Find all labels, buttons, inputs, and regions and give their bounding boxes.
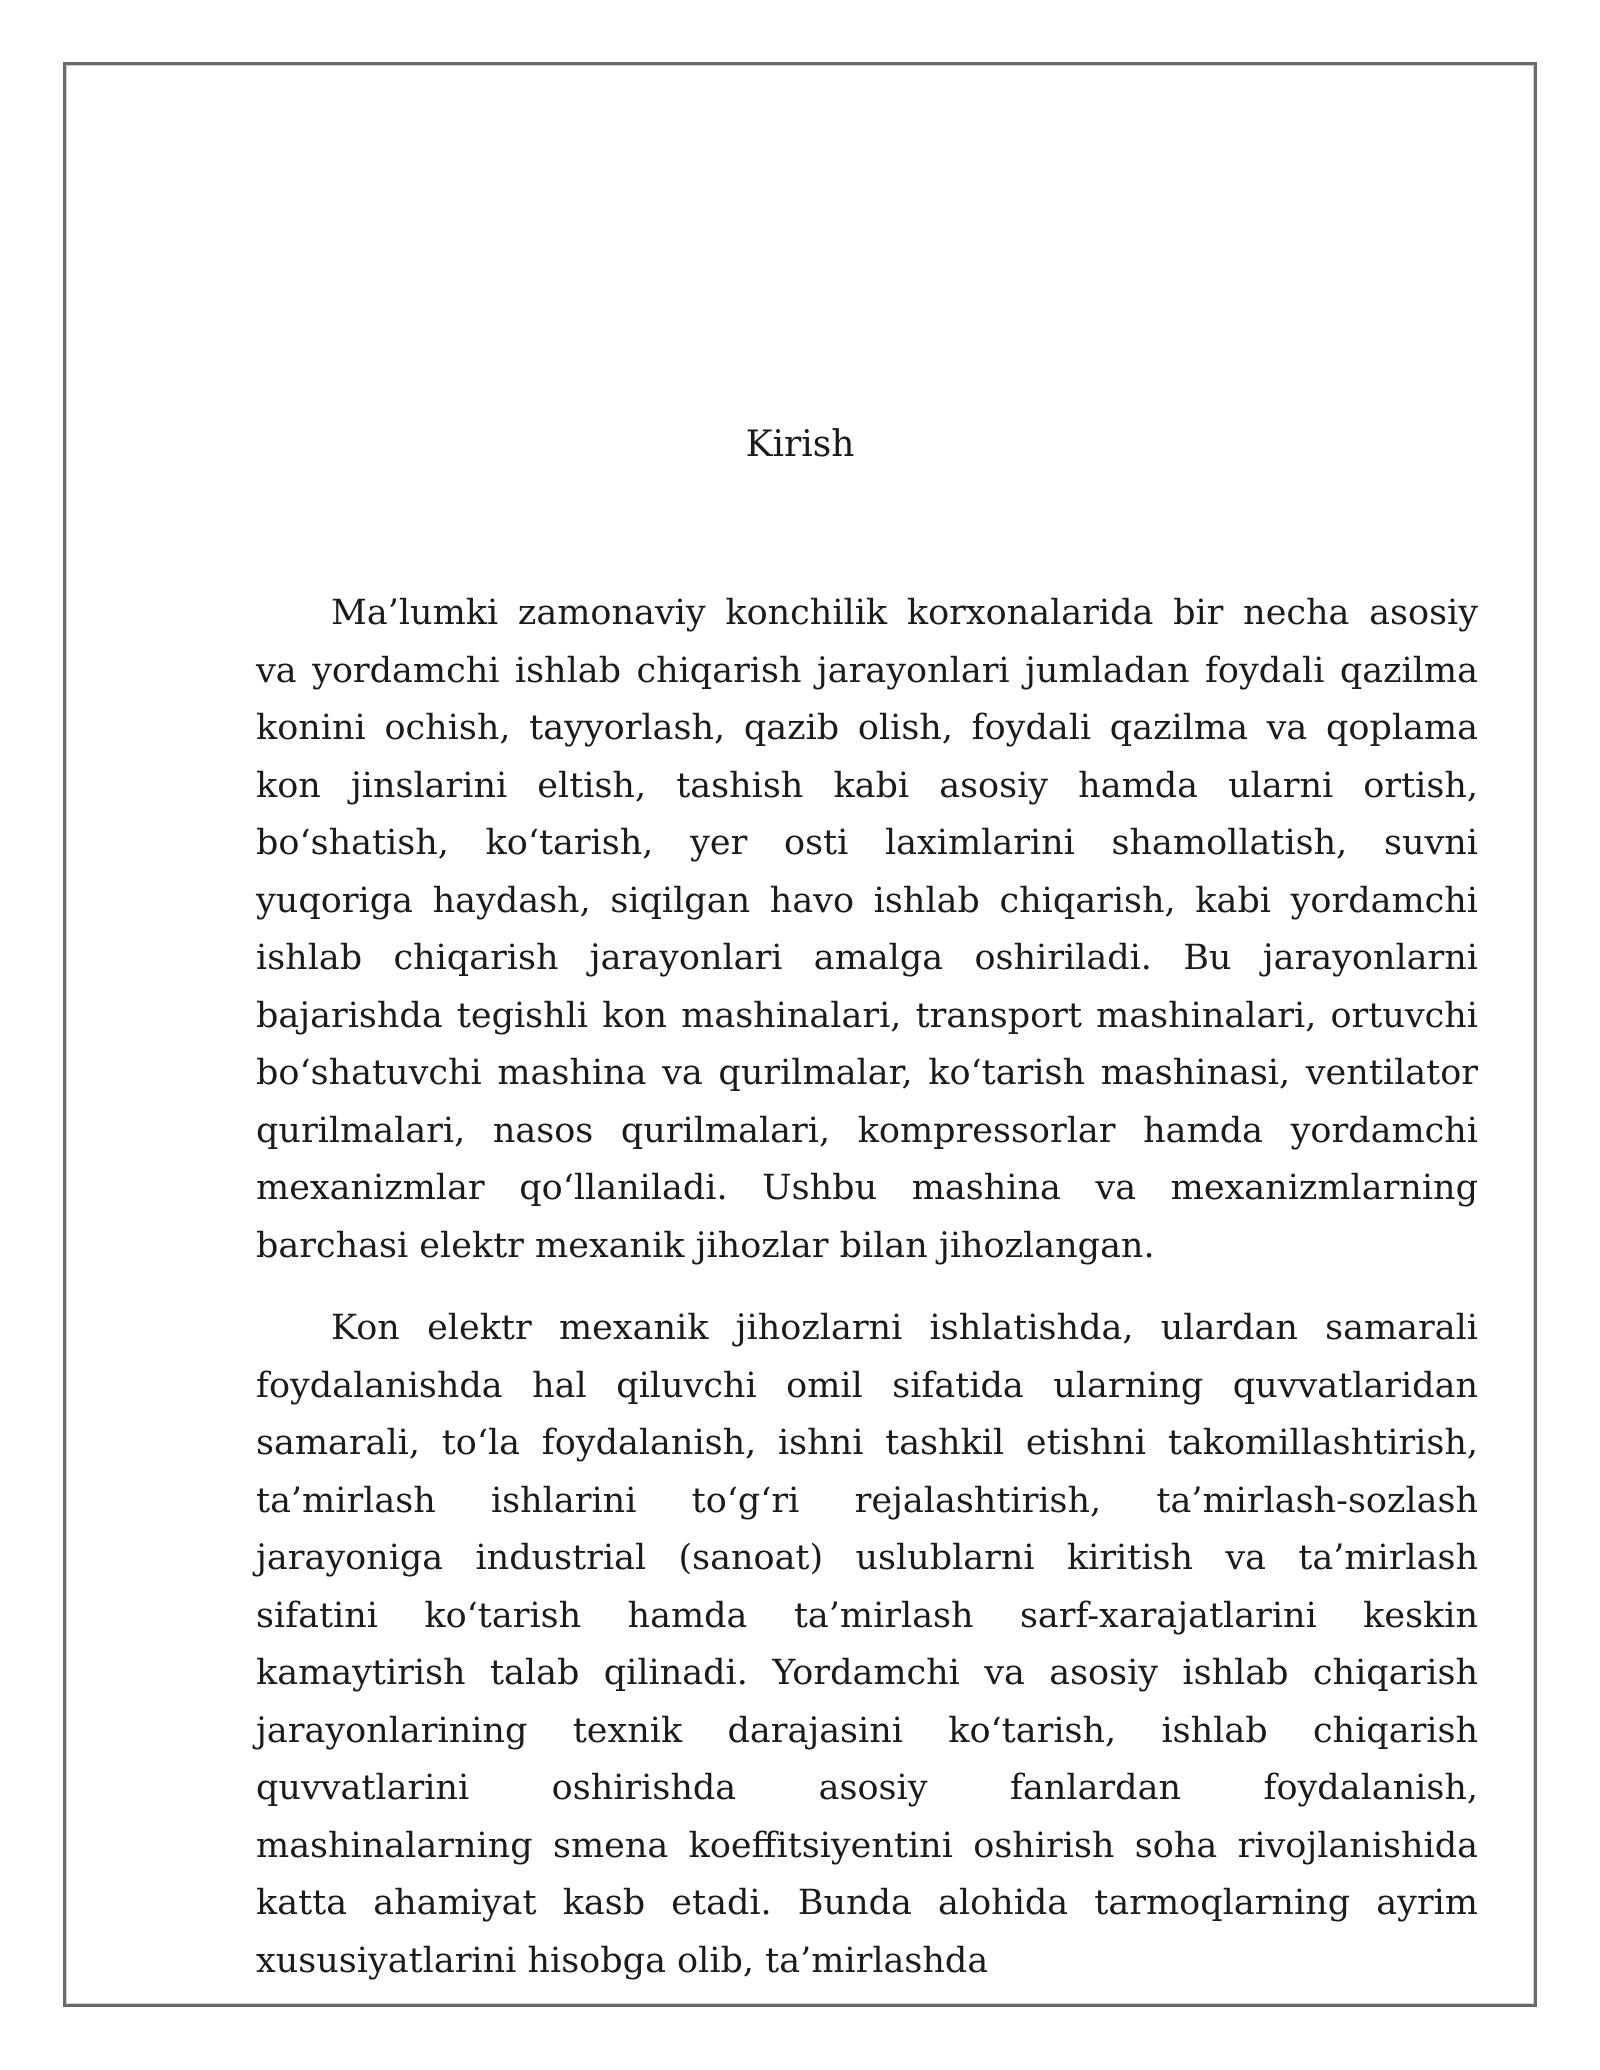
page-title: Kirish [745,424,855,465]
body-text [256,585,1478,1990]
paragraph-2: Kon elektr mexanik jihozlarni ishlatishda, ulardan samarali foydalanishda hal qiluvchi omil sifatida ularning quvvatlaridan samarali, to‘la foydalanish, ishni tashkil etishni takomillashtirish, ta’mirlash ishlarini to‘g‘ri rejalashtirish, ta’mirlash-sozlash jarayoniga industrial (sanoat) uslublarni kiritish va ta’mirlash sifatini ko‘tarish hamda ta’mirlash sarf-xarajatlarini keskin kamaytirish talab qilinadi. Yordamchi va asosiy ishlab chiqarish jarayonlarining texnik darajasini ko‘tarish, ishlab chiqarish quvvatlarini oshirishda asosiy fanlardan foydalanish, mashinalarning smena koeffitsiyentini oshirish soha rivojlanishida katta ahamiyat kasb etadi. Bunda alohida tarmoqlarning ayrim xususiyatlarini hisobga olib, ta’mirlashda [256,1308,1478,1981]
page-frame [63,62,1537,2007]
paragraph-1: Ma’lumki zamonaviy konchilik korxonalarida bir necha asosiy va yordamchi ishlab chiqarish jarayonlari jumladan foydali qazilma konini ochish, tayyorlash, qazib olish, foydali qazilma va qoplama kon jinslarini eltish, tashish kabi asosiy hamda ularni ortish, bo‘shatish, ko‘tarish, yer osti laximlarini shamollatish, suvni yuqoriga haydash, siqilgan havo ishlab chiqarish, kabi yordamchi ishlab chiqarish jarayonlari amalga oshiriladi. Bu jarayonlarni bajarishda tegishli kon mashinalari, transport mashinalari, ortuvchi bo‘shatuvchi mashina va qurilmalar, ko‘tarish mashinasi, ventilator qurilmalari, nasos qurilmalari, kompressorlar hamda yordamchi mexanizmlar qo‘llaniladi. Ushbu mashina va mexanizmlarning barchasi elektr mexanik jihozlar bilan jihozlangan. [256,593,1478,1266]
